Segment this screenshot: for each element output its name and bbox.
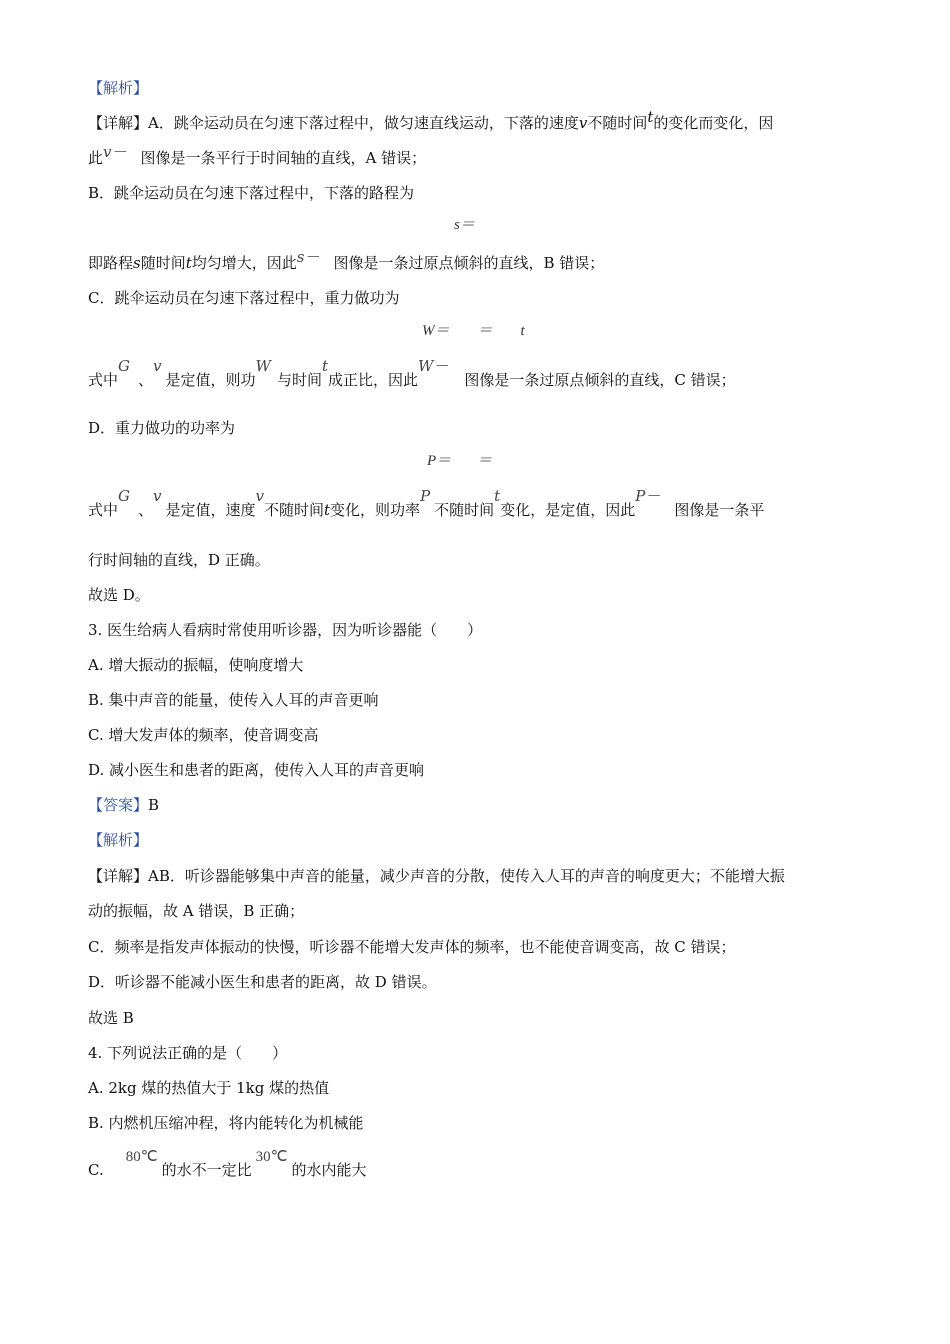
q3-option-a: A. 增大振动的振幅，使响度增大 [88,656,304,674]
q3-option-b: B. 集中声音的能量，使传入人耳的声音更响 [88,691,379,709]
detail-tag: 【详解】 [88,114,149,132]
temp-80: 80℃ [125,1149,158,1165]
q2-detail-line-2: 此v－ 图像是一条平行于时间轴的直线，A 错误； [88,143,427,167]
w-minus-symbol: W－ [418,357,449,375]
q3-analysis-tag: 【解析】 [88,831,149,849]
q3-choice: 故选 B [88,1009,134,1027]
q2-c-conclusion: 式中G、v是定值，则功W与时间t成正比，因此W－图像是一条过原点倾斜的直线，C 错误； [88,357,736,389]
q4-option-a: A. 2kg 煤的热值大于 1kg 煤的热值 [88,1079,330,1097]
q4-option-c: C.80℃的水不一定比30℃的水内能大 [88,1149,367,1179]
q2-d-conclusion-cont: 行时间轴的直线，D 正确。 [88,551,270,569]
q3-answer: 【答案】B [88,796,160,814]
q3-option-d: D. 减小医生和患者的距离，使传入人耳的声音更响 [88,761,425,779]
q3-detail-4: D．听诊器不能减小医生和患者的距离，故 D 错误。 [88,973,437,991]
v-minus-symbol: v－ [103,143,127,161]
temp-30: 30℃ [255,1149,288,1165]
q2-detail-line-1: 【详解】A．跳伞运动员在匀速下落过程中，做匀速直线运动，下落的速度v不随时间t的变化而变化，因 [88,108,774,132]
q3-detail-2: 动的振幅，故 A 错误，B 正确； [88,902,305,920]
q4-stem: 4. 下列说法正确的是（ ） [88,1044,288,1062]
analysis-tag: 【解析】 [88,79,149,97]
q2-b-conclusion: 即路程s随时间t均匀增大，因此s－ 图像是一条过原点倾斜的直线，B 错误； [88,248,605,272]
q3-stem: 3. 医生给病人看病时常使用听诊器，因为听诊器能（ ） [88,621,483,639]
formula-s: s＝ [454,217,475,233]
q2-d-conclusion: 式中G、v是定值，速度v不随时间t变化，则功率P不随时间t变化，是定值，因此P－图像是一条平 [88,487,765,519]
q3-detail-3: C．频率是指发声体振动的快慢，听诊器不能增大发声体的频率，也不能使音调变高，故 C 错误； [88,938,736,956]
formula-w: W＝ ＝ t [422,323,525,339]
q3-detail-1: 【详解】AB．听诊器能够集中声音的能量，减少声音的分散，使传入人耳的声音的响度更大；不能增大振 [88,867,785,885]
q2-option-c: C．跳伞运动员在匀速下落过程中，重力做功为 [88,289,400,307]
q3-option-c: C. 增大发声体的频率，使音调变高 [88,726,319,744]
q2-option-b: B．跳伞运动员在匀速下落过程中，下落的路程为 [88,184,415,202]
var-v: v [578,114,588,132]
answer-tag: 【答案】 [88,796,149,814]
s-minus-symbol: s－ [296,248,320,266]
formula-p: P＝ ＝ [427,453,493,469]
q2-option-d: D．重力做功的功率为 [88,419,236,437]
q2-choice: 故选 D。 [88,586,150,604]
var-t: t [647,108,654,126]
q4-option-b: B. 内燃机压缩冲程，将内能转化为机械能 [88,1114,364,1132]
p-minus-symbol: P－ [635,487,661,505]
